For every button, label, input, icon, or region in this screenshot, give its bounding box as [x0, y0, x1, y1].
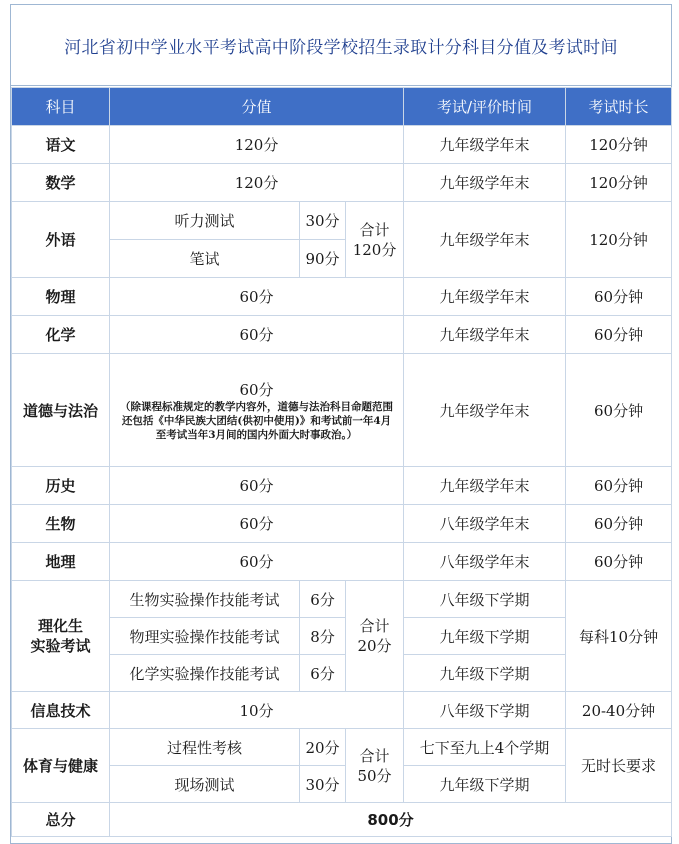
- subject-cell: 数学: [12, 164, 110, 202]
- sub-item-score: 6分: [300, 655, 346, 692]
- duration-cell: 60分钟: [566, 316, 672, 354]
- time-cell: 九年级学年末: [404, 467, 566, 505]
- time-cell: 九年级学年末: [404, 316, 566, 354]
- subtotal-label: 合计: [359, 746, 390, 765]
- table-row: [12, 278, 672, 316]
- time-cell: 九年级学年末: [404, 164, 566, 202]
- duration-cell: 60分钟: [566, 467, 672, 505]
- subtotal-value: 50分: [357, 766, 392, 785]
- duration-cell: 60分钟: [566, 543, 672, 581]
- duration-cell: 无时长要求: [566, 729, 672, 803]
- table-row: [12, 467, 672, 505]
- header-score: 分值: [110, 88, 404, 126]
- sub-item-score: 6分: [300, 581, 346, 618]
- time-cell: 九年级学年末: [404, 354, 566, 467]
- sub-item-label: 听力测试: [110, 202, 300, 240]
- table-row: [12, 505, 672, 543]
- sub-item-label: 现场测试: [110, 766, 300, 803]
- subject-cell: 体育与健康: [12, 729, 110, 803]
- duration-cell: 60分钟: [566, 278, 672, 316]
- subject-cell: 外语: [12, 202, 110, 278]
- subject-cell: 总分: [12, 803, 110, 837]
- score-value: 60分: [239, 380, 274, 399]
- time-cell: 八年级下学期: [404, 581, 566, 618]
- header-time: 考试/评价时间: [404, 88, 566, 126]
- subject-line: 实验考试: [30, 637, 91, 655]
- header-row: [12, 88, 672, 126]
- document-title: 河北省初中学业水平考试高中阶段学校招生录取计分科目分值及考试时间: [11, 5, 671, 86]
- score-cell: 60分: [110, 543, 404, 581]
- duration-cell: 60分钟: [566, 505, 672, 543]
- score-note: （除课程标准规定的教学内容外，道德与法治科目命题范围还包括《中华民族大团结(供初中使用)》和考试前一年4月至考试当年3月间的国内外面大时事政治。）: [120, 400, 394, 441]
- duration-cell: 60分钟: [566, 354, 672, 467]
- time-cell: 九年级学年末: [404, 126, 566, 164]
- sub-item-label: 生物实验操作技能考试: [110, 581, 300, 618]
- score-cell: 10分: [110, 692, 404, 729]
- time-cell: 八年级下学期: [404, 692, 566, 729]
- time-cell: 九年级下学期: [404, 655, 566, 692]
- duration-cell: 120分钟: [566, 202, 672, 278]
- sub-item-label: 过程性考核: [110, 729, 300, 766]
- time-cell: 九年级学年末: [404, 278, 566, 316]
- subject-cell: 语文: [12, 126, 110, 164]
- duration-cell: 120分钟: [566, 126, 672, 164]
- subject-cell: [12, 581, 110, 692]
- score-cell: 60分: [110, 316, 404, 354]
- subject-cell: 物理: [12, 278, 110, 316]
- time-cell: 八年级学年末: [404, 505, 566, 543]
- sub-item-label: 化学实验操作技能考试: [110, 655, 300, 692]
- header-duration: 考试时长: [566, 88, 672, 126]
- subject-cell: 地理: [12, 543, 110, 581]
- time-cell: 九年级下学期: [404, 766, 566, 803]
- subtotal-cell: [346, 729, 404, 803]
- sub-item-score: 8分: [300, 618, 346, 655]
- score-cell: 60分: [110, 467, 404, 505]
- sub-item-label: 物理实验操作技能考试: [110, 618, 300, 655]
- table-row-total: [12, 803, 672, 837]
- subject-cell: 道德与法治: [12, 354, 110, 467]
- duration-cell: 20-40分钟: [566, 692, 672, 729]
- table-row: [12, 354, 672, 467]
- sub-item-score: 30分: [300, 766, 346, 803]
- sub-item-label: 笔试: [110, 240, 300, 278]
- subject-cell: 生物: [12, 505, 110, 543]
- score-cell: [110, 354, 404, 467]
- subtotal-value: 120分: [352, 240, 397, 259]
- table-row: [12, 543, 672, 581]
- subject-cell: 历史: [12, 467, 110, 505]
- duration-cell: 120分钟: [566, 164, 672, 202]
- time-cell: 七下至九上4个学期: [404, 729, 566, 766]
- subject-line: 理化生: [37, 617, 83, 635]
- score-cell: 60分: [110, 505, 404, 543]
- sub-item-score: 90分: [300, 240, 346, 278]
- table-row: [12, 729, 672, 766]
- score-cell: 60分: [110, 278, 404, 316]
- sub-item-score: 20分: [300, 729, 346, 766]
- score-cell: 120分: [110, 126, 404, 164]
- subtotal-label: 合计: [359, 220, 390, 239]
- time-cell: 八年级学年末: [404, 543, 566, 581]
- sub-item-score: 30分: [300, 202, 346, 240]
- table-row: [12, 316, 672, 354]
- total-score-cell: 800分: [110, 803, 672, 837]
- subtotal-label: 合计: [359, 617, 390, 635]
- subject-cell: 信息技术: [12, 692, 110, 729]
- table-row: [12, 126, 672, 164]
- subtotal-cell: [346, 202, 404, 278]
- table-row: [12, 202, 672, 240]
- score-cell: 120分: [110, 164, 404, 202]
- table-row: [12, 164, 672, 202]
- table-row: [12, 581, 672, 618]
- time-cell: 九年级学年末: [404, 202, 566, 278]
- header-subject: 科目: [12, 88, 110, 126]
- score-table: [11, 87, 672, 837]
- subject-cell: 化学: [12, 316, 110, 354]
- duration-cell: 每科10分钟: [566, 581, 672, 692]
- subtotal-value: 20分: [357, 637, 392, 655]
- table-row: [12, 692, 672, 729]
- time-cell: 九年级下学期: [404, 618, 566, 655]
- subtotal-cell: [346, 581, 404, 692]
